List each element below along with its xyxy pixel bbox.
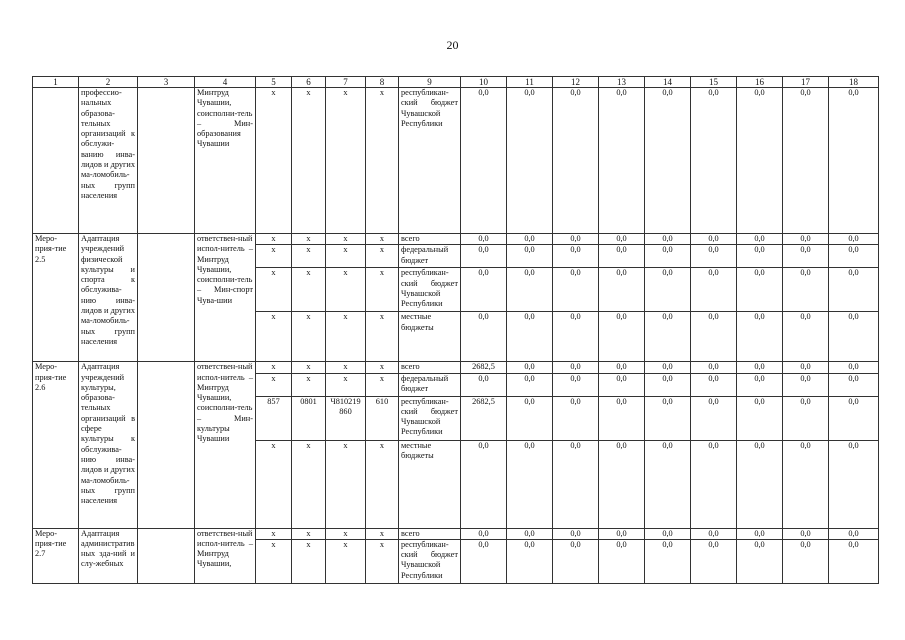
value-cell: 0,0 [553,268,599,312]
code-cell: x [292,362,326,373]
value-cell: 0,0 [783,362,829,373]
code-cell: x [292,528,326,539]
column-header: 16 [737,77,783,88]
value-cell: 0,0 [599,268,645,312]
value-cell: 2682,5 [461,362,507,373]
code-cell: x [256,234,292,245]
value-cell: 0,0 [691,539,737,583]
value-cell: 0,0 [645,396,691,440]
value-cell: 0,0 [691,362,737,373]
value-cell: 2682,5 [461,396,507,440]
value-cell: 0,0 [645,440,691,528]
code-cell: x [366,234,399,245]
value-cell: 0,0 [829,373,879,396]
value-cell: 0,0 [461,539,507,583]
measure-cell: Меро-прия-тие 2.7 [33,528,79,583]
executor-cell: ответствен-ный испол-нитель – Минтруд Чувашии, [195,528,256,583]
code-cell: x [326,440,366,528]
value-cell: 0,0 [783,396,829,440]
value-cell: 0,0 [461,440,507,528]
column-header: 8 [366,77,399,88]
value-cell: 0,0 [645,234,691,245]
column-header: 12 [553,77,599,88]
table-row [33,234,879,245]
funding-source-cell: республикан-ский бюджет Чувашской Республики [399,396,461,440]
value-cell: 0,0 [829,396,879,440]
value-cell: 0,0 [645,268,691,312]
code-cell: x [366,539,399,583]
executor-cell: ответствен-ный испол-нитель – Минтруд Чувашии, соисполни-тель – Мин-спорт Чува-шии [195,234,256,362]
measure-cell: Меро-прия-тие 2.6 [33,362,79,528]
funding-source-cell: всего [399,362,461,373]
empty-cell [138,88,195,234]
column-header: 17 [783,77,829,88]
value-cell: 0,0 [829,440,879,528]
table-row [33,362,879,373]
funding-source-cell: республикан-ский бюджет Чувашской Республики [399,539,461,583]
column-header: 1 [33,77,79,88]
code-cell: x [256,440,292,528]
funding-source-cell: местные бюджеты [399,440,461,528]
code-cell: x [326,373,366,396]
value-cell: 0,0 [783,312,829,362]
value-cell: 0,0 [553,245,599,268]
code-cell: x [292,440,326,528]
code-cell: x [292,539,326,583]
column-header: 5 [256,77,292,88]
code-cell: x [326,528,366,539]
code-cell: x [256,362,292,373]
column-header: 11 [507,77,553,88]
column-header: 6 [292,77,326,88]
value-cell: 0,0 [691,245,737,268]
column-header: 2 [79,77,138,88]
value-cell: 0,0 [599,373,645,396]
value-cell: 0,0 [461,88,507,234]
measure-description: Адаптация административных зда-ний и слу-жебных [79,528,138,583]
value-cell: 0,0 [553,528,599,539]
value-cell: 0,0 [599,312,645,362]
empty-cell [138,234,195,362]
value-cell: 0,0 [599,539,645,583]
column-header: 10 [461,77,507,88]
value-cell: 0,0 [461,268,507,312]
value-cell: 0,0 [461,312,507,362]
value-cell: 0,0 [783,88,829,234]
value-cell: 0,0 [553,234,599,245]
value-cell: 0,0 [599,440,645,528]
measure-description: Адаптация учреждений культуры, образова-тельных организаций в сфере культуры к обслужива-нию инва-лидов и других ма-ломобиль-ных групп населения [79,362,138,528]
value-cell: 0,0 [737,234,783,245]
code-cell: x [256,88,292,234]
value-cell: 0,0 [645,88,691,234]
value-cell: 0,0 [507,440,553,528]
empty-cell [138,362,195,528]
value-cell: 0,0 [691,268,737,312]
value-cell: 0,0 [507,528,553,539]
value-cell: 0,0 [599,88,645,234]
value-cell: 0,0 [783,528,829,539]
value-cell: 0,0 [599,234,645,245]
value-cell: 0,0 [829,234,879,245]
value-cell: 0,0 [507,373,553,396]
value-cell: 0,0 [645,312,691,362]
code-cell: 0801 [292,396,326,440]
value-cell: 0,0 [829,268,879,312]
column-header: 13 [599,77,645,88]
code-cell: x [326,88,366,234]
funding-source-cell: федеральный бюджет [399,245,461,268]
code-cell: x [366,528,399,539]
code-cell: 857 [256,396,292,440]
value-cell: 0,0 [783,539,829,583]
value-cell: 0,0 [461,373,507,396]
value-cell: 0,0 [691,396,737,440]
value-cell: 0,0 [783,234,829,245]
code-cell: x [292,312,326,362]
value-cell: 0,0 [599,245,645,268]
column-header: 7 [326,77,366,88]
value-cell: 0,0 [829,528,879,539]
code-cell: x [292,373,326,396]
value-cell: 0,0 [737,88,783,234]
value-cell: 0,0 [737,312,783,362]
value-cell: 0,0 [691,528,737,539]
value-cell: 0,0 [691,440,737,528]
value-cell: 0,0 [737,539,783,583]
value-cell: 0,0 [737,373,783,396]
measure-cell: Меро-прия-тие 2.5 [33,234,79,362]
value-cell: 0,0 [829,362,879,373]
code-cell: x [256,528,292,539]
value-cell: 0,0 [507,88,553,234]
code-cell: x [366,440,399,528]
page-number: 20 [446,38,459,52]
value-cell: 0,0 [553,440,599,528]
value-cell: 0,0 [553,396,599,440]
code-cell: x [292,234,326,245]
executor-cell: Минтруд Чувашии, соисполни-тель – Мин-образования Чувашии [195,88,256,234]
code-cell: x [326,312,366,362]
funding-source-cell: федеральный бюджет [399,373,461,396]
value-cell: 0,0 [645,373,691,396]
code-cell: x [366,268,399,312]
value-cell: 0,0 [645,362,691,373]
value-cell: 0,0 [553,312,599,362]
code-cell: x [326,245,366,268]
funding-source-cell: всего [399,234,461,245]
column-header: 15 [691,77,737,88]
empty-cell [138,528,195,583]
value-cell: 0,0 [783,245,829,268]
value-cell: 0,0 [783,268,829,312]
value-cell: 0,0 [691,312,737,362]
value-cell: 0,0 [507,234,553,245]
measure-cell [33,88,79,234]
value-cell: 0,0 [737,245,783,268]
code-cell: x [292,245,326,268]
code-cell: x [256,539,292,583]
code-cell: x [366,373,399,396]
value-cell: 0,0 [553,362,599,373]
value-cell: 0,0 [507,245,553,268]
column-header: 3 [138,77,195,88]
code-cell: x [326,539,366,583]
table-row [33,528,879,539]
value-cell: 0,0 [507,396,553,440]
column-header: 18 [829,77,879,88]
value-cell: 0,0 [599,362,645,373]
code-cell: x [326,268,366,312]
funding-source-cell: местные бюджеты [399,312,461,362]
value-cell: 0,0 [829,539,879,583]
funding-source-cell: всего [399,528,461,539]
value-cell: 0,0 [461,528,507,539]
value-cell: 0,0 [645,539,691,583]
value-cell: 0,0 [691,373,737,396]
value-cell: 0,0 [691,88,737,234]
code-cell: x [292,88,326,234]
value-cell: 0,0 [783,440,829,528]
value-cell: 0,0 [829,312,879,362]
funding-source-cell: республикан-ский бюджет Чувашской Республики [399,268,461,312]
column-header: 14 [645,77,691,88]
value-cell: 0,0 [737,396,783,440]
table-row [33,88,879,234]
value-cell: 0,0 [691,234,737,245]
code-cell: Ч810219 860 [326,396,366,440]
value-cell: 0,0 [737,440,783,528]
value-cell: 0,0 [645,528,691,539]
value-cell: 0,0 [507,268,553,312]
value-cell: 0,0 [461,245,507,268]
measure-description: Адаптация учреждений физической культуры и спорта к обслужива-нию инва-лидов и других ма-ломобиль-ных групп населения [79,234,138,362]
value-cell: 0,0 [599,396,645,440]
code-cell: x [256,268,292,312]
executor-cell: ответствен-ный испол-нитель – Минтруд Чувашии, соисполни-тель – Мин-культуры Чувашии [195,362,256,528]
value-cell: 0,0 [737,362,783,373]
value-cell: 0,0 [553,539,599,583]
funding-source-cell: республикан-ский бюджет Чувашской Республики [399,88,461,234]
code-cell: x [326,362,366,373]
value-cell: 0,0 [461,234,507,245]
code-cell: x [256,312,292,362]
column-header: 9 [399,77,461,88]
code-cell: x [366,245,399,268]
value-cell: 0,0 [783,373,829,396]
value-cell: 0,0 [737,268,783,312]
code-cell: x [256,373,292,396]
code-cell: x [326,234,366,245]
code-cell: 610 [366,396,399,440]
value-cell: 0,0 [507,362,553,373]
value-cell: 0,0 [645,245,691,268]
code-cell: x [256,245,292,268]
code-cell: x [366,312,399,362]
code-cell: x [366,362,399,373]
code-cell: x [366,88,399,234]
value-cell: 0,0 [599,528,645,539]
header-row [33,77,879,88]
value-cell: 0,0 [553,373,599,396]
value-cell: 0,0 [507,539,553,583]
value-cell: 0,0 [737,528,783,539]
value-cell: 0,0 [829,88,879,234]
value-cell: 0,0 [553,88,599,234]
measure-description: профессио-нальных образова-тельных организаций к обслужи-ванию инва-лидов и других ма-ломобиль-ных групп населения [79,88,138,234]
value-cell: 0,0 [829,245,879,268]
value-cell: 0,0 [507,312,553,362]
code-cell: x [292,268,326,312]
column-header: 4 [195,77,256,88]
budget-table [32,76,879,584]
